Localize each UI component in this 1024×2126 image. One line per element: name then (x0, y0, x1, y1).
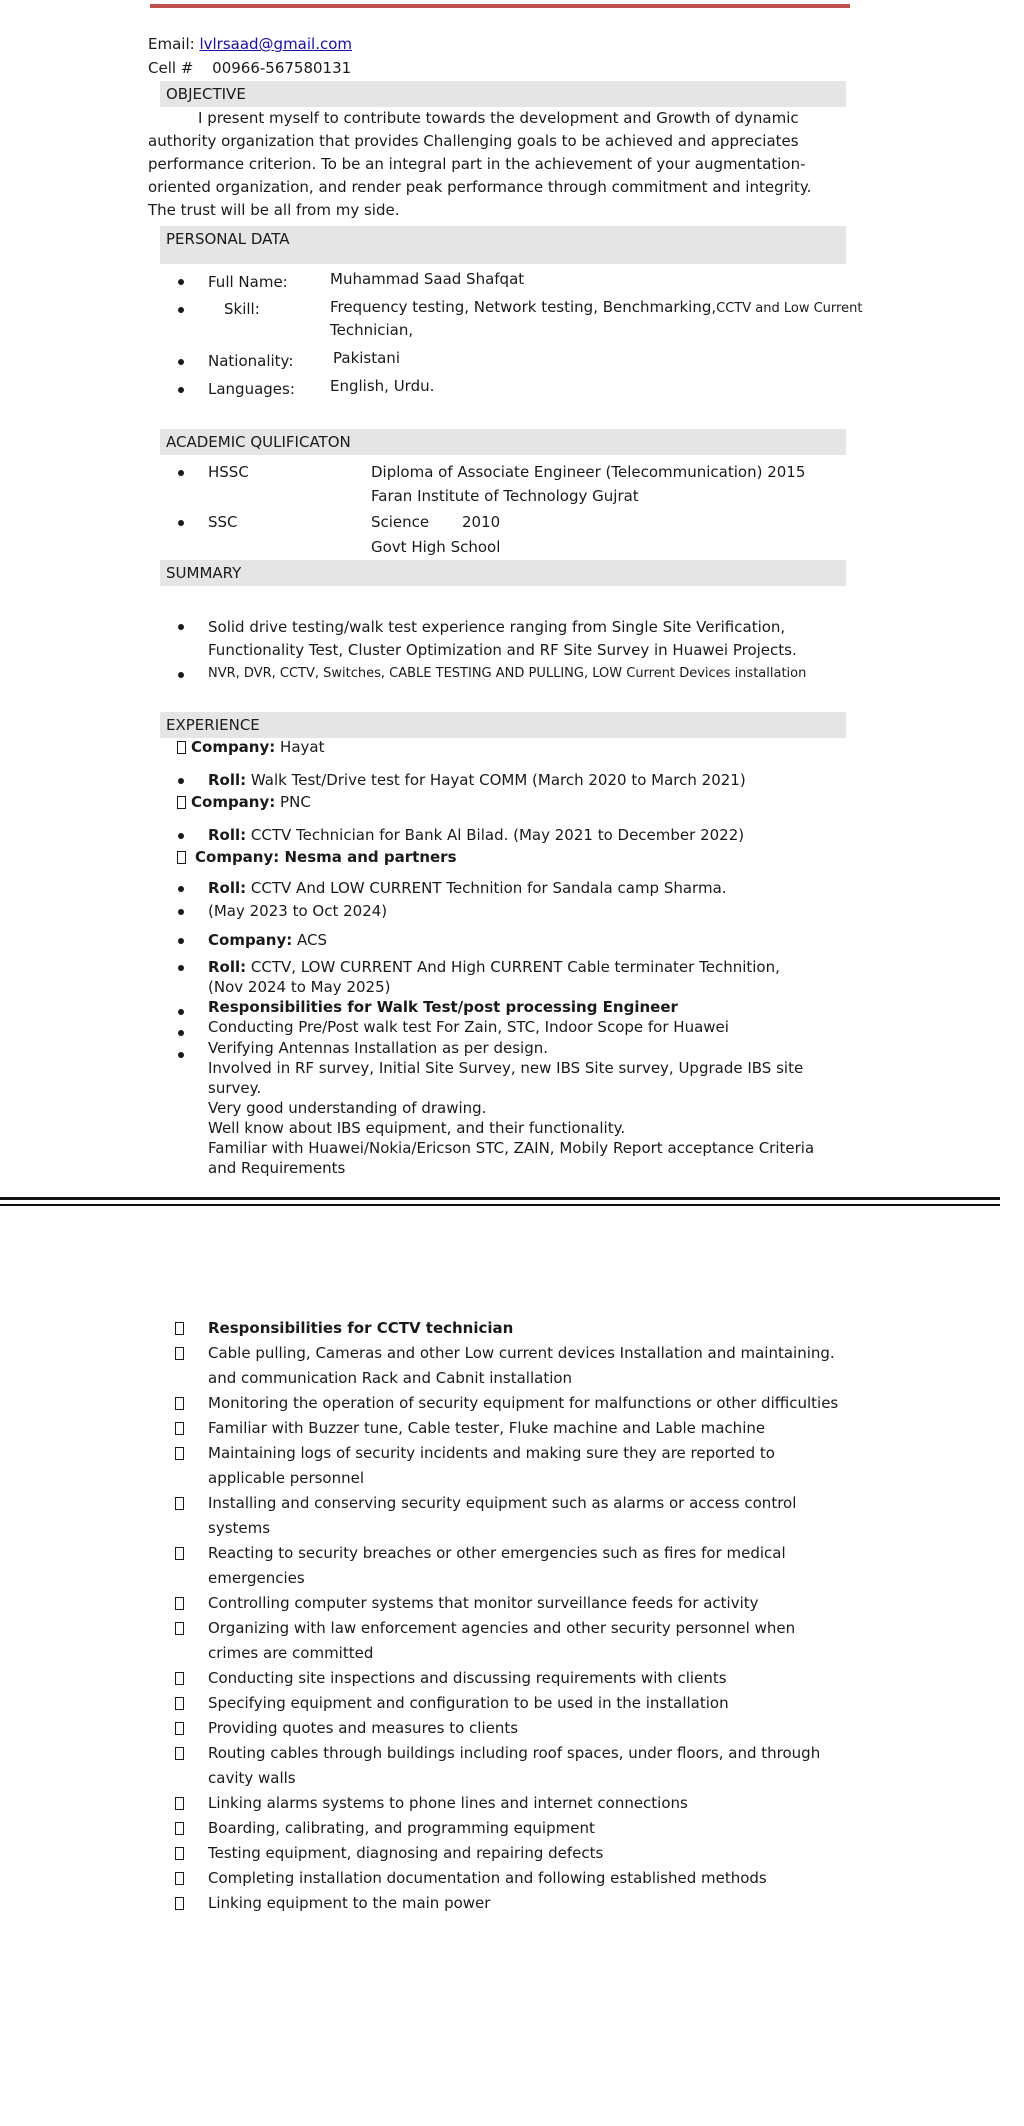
languages-value: English, Urdu. (330, 377, 435, 395)
company-line (191, 737, 324, 757)
bullet-icon (178, 672, 184, 678)
email-label: Email: (148, 35, 195, 53)
company-line (191, 792, 311, 812)
cctv-responsibility-line: Familiar with Buzzer tune, Cable tester, Fluke machine and Lable machine (208, 1419, 766, 1437)
summary-heading: SUMMARY (166, 564, 242, 582)
cctv-responsibility-line: Maintaining logs of security incidents and making sure they are reported to (208, 1444, 775, 1462)
roll-line (208, 825, 744, 845)
skill-label: Skill: (224, 300, 260, 318)
objective-line: oriented organization, and render peak performance through commitment and integrity. (148, 178, 812, 196)
objective-line: I present myself to contribute towards the development and Growth of dynamic (198, 109, 799, 127)
roll-text: CCTV And LOW CURRENT Technition for Sandala camp Sharma. (250, 879, 727, 897)
bullet-icon (178, 1030, 184, 1036)
checkbox-icon (177, 796, 186, 809)
roll-text: CCTV Technician for Bank Al Bilad. (May 2021 to December 2022) (250, 826, 745, 844)
full-name-label: Full Name: (208, 273, 288, 291)
checkbox-icon (175, 1347, 184, 1360)
checkbox-icon (175, 1547, 184, 1560)
company-name: Hayat (280, 738, 325, 756)
walk-test-line: Familiar with Huawei/Nokia/Ericson STC, ZAIN, Mobily Report acceptance Criteria (208, 1139, 815, 1157)
cctv-responsibility-line: Controlling computer systems that monitor surveillance feeds for activity (208, 1594, 759, 1612)
walk-test-line: Conducting Pre/Post walk test For Zain, STC, Indoor Scope for Huawei (208, 1018, 729, 1036)
cctv-responsibility-line: crimes are committed (208, 1644, 374, 1662)
full-name-value: Muhammad Saad Shafqat (330, 270, 525, 288)
cctv-responsibility-line: Completing installation documentation and following established methods (208, 1869, 767, 1887)
bullet-icon (178, 778, 184, 784)
ssc-subject: Science (371, 513, 430, 531)
checkbox-icon (175, 1422, 184, 1435)
bullet-icon (178, 1009, 184, 1015)
hssc-label: HSSC (208, 463, 249, 481)
bullet-icon (178, 833, 184, 839)
page-separator (0, 1197, 1000, 1200)
ssc-school: Govt High School (371, 538, 501, 556)
roll-label: Roll: (208, 958, 247, 976)
cctv-responsibility-line: Specifying equipment and configuration to be used in the installation (208, 1694, 729, 1712)
cell-line (148, 58, 351, 78)
cctv-responsibility-line: Monitoring the operation of security equipment for malfunctions or other difficulties (208, 1394, 839, 1412)
checkbox-icon (175, 1322, 184, 1335)
cell-number: 00966-567580131 (212, 59, 352, 77)
roll-dates: (May 2023 to Oct 2024) (208, 902, 388, 920)
company-label: Company: (191, 793, 276, 811)
checkbox-icon (177, 741, 186, 754)
top-rule (150, 4, 850, 8)
checkbox-icon (175, 1872, 184, 1885)
checkbox-icon (175, 1622, 184, 1635)
checkbox-icon (175, 1672, 184, 1685)
personal-heading: PERSONAL DATA (166, 230, 290, 248)
ssc-label: SSC (208, 513, 238, 531)
bullet-icon (178, 387, 184, 393)
checkbox-icon (175, 1697, 184, 1710)
nationality-value: Pakistani (333, 349, 400, 367)
summary-item: NVR, DVR, CCTV, Switches, CABLE TESTING AND PULLING, LOW Current Devices installation (208, 666, 807, 681)
hssc-diploma: Diploma of Associate Engineer (Telecommunication) 2015 (371, 463, 806, 481)
cctv-heading: Responsibilities for CCTV technician (208, 1319, 514, 1337)
cctv-responsibility-line: cavity walls (208, 1769, 296, 1787)
cctv-responsibility-line: and communication Rack and Cabnit installation (208, 1369, 573, 1387)
roll-text: Walk Test/Drive test for Hayat COMM (March 2020 to March 2021) (250, 771, 746, 789)
experience-heading: EXPERIENCE (166, 716, 260, 734)
bullet-icon (178, 359, 184, 365)
skill-value-cont: Technician, (330, 321, 414, 339)
cctv-responsibility-line: Conducting site inspections and discussing requirements with clients (208, 1669, 727, 1687)
walk-test-line: survey. (208, 1079, 262, 1097)
bullet-icon (178, 965, 184, 971)
nationality-label: Nationality: (208, 352, 294, 370)
email-line (148, 34, 352, 54)
company-name: PNC (280, 793, 311, 811)
bullet-icon (178, 624, 184, 630)
walk-test-line: and Requirements (208, 1159, 346, 1177)
cctv-responsibility-line: Cable pulling, Cameras and other Low current devices Installation and maintaining. (208, 1344, 835, 1362)
cctv-responsibility-line: applicable personnel (208, 1469, 365, 1487)
roll-line (208, 770, 746, 790)
roll-label: Roll: (208, 826, 247, 844)
summary-item-cont: Functionality Test, Cluster Optimization and RF Site Survey in Huawei Projects. (208, 641, 797, 659)
company-label: Company: (208, 931, 293, 949)
cctv-responsibility-line: Providing quotes and measures to clients (208, 1719, 519, 1737)
cell-label: Cell # (148, 59, 194, 77)
experience-band (160, 712, 846, 738)
checkbox-icon (175, 1747, 184, 1760)
company-line (208, 930, 327, 950)
email-link[interactable]: lvlrsaad@gmail.com (199, 35, 353, 53)
walk-test-line: Very good understanding of drawing. (208, 1099, 487, 1117)
bullet-icon (178, 279, 184, 285)
objective-heading: OBJECTIVE (166, 85, 246, 103)
checkbox-icon (175, 1847, 184, 1860)
walk-test-line: Involved in RF survey, Initial Site Survey, new IBS Site survey, Upgrade IBS site (208, 1059, 804, 1077)
page-separator (0, 1204, 1000, 1206)
roll-label: Roll: (208, 771, 247, 789)
roll-text: CCTV, LOW CURRENT And High CURRENT Cable terminater Technition, (250, 958, 780, 976)
languages-label: Languages: (208, 380, 295, 398)
summary-item: Solid drive testing/walk test experience ranging from Single Site Verification, (208, 618, 786, 636)
ssc-year: 2010 (462, 513, 501, 531)
bullet-icon (178, 938, 184, 944)
cctv-responsibility-line: Organizing with law enforcement agencies and other security personnel when (208, 1619, 796, 1637)
cctv-responsibility-line: Boarding, calibrating, and programming equipment (208, 1819, 595, 1837)
roll-label: Roll: (208, 879, 247, 897)
company-name: ACS (297, 931, 328, 949)
objective-line: authority organization that provides Challenging goals to be achieved and appreciates (148, 132, 799, 150)
checkbox-icon (175, 1797, 184, 1810)
skill-value (330, 297, 862, 319)
cctv-responsibility-line: Linking alarms systems to phone lines and internet connections (208, 1794, 688, 1812)
cctv-responsibility-line: Routing cables through buildings including roof spaces, under floors, and through (208, 1744, 821, 1762)
roll-line (208, 957, 780, 977)
bullet-icon (178, 886, 184, 892)
checkbox-icon (175, 1597, 184, 1610)
checkbox-icon (175, 1722, 184, 1735)
company-line (195, 847, 457, 867)
skill-text-small: CCTV and Low Current (716, 301, 863, 316)
bullet-icon (178, 909, 184, 915)
cctv-responsibility-line: Installing and conserving security equipment such as alarms or access control (208, 1494, 797, 1512)
summary-band (160, 560, 846, 586)
cctv-responsibility-line: Reacting to security breaches or other emergencies such as fires for medical (208, 1544, 786, 1562)
company-label: Company: (195, 848, 280, 866)
checkbox-icon (175, 1397, 184, 1410)
checkbox-icon (175, 1897, 184, 1910)
hssc-institute: Faran Institute of Technology Gujrat (371, 487, 639, 505)
objective-line: The trust will be all from my side. (148, 201, 400, 219)
checkbox-icon (175, 1822, 184, 1835)
bullet-icon (178, 520, 184, 526)
objective-band (160, 81, 846, 107)
walk-test-line: Well know about IBS equipment, and their functionality. (208, 1119, 626, 1137)
skill-text: Frequency testing, Network testing, Benchmarking, (330, 298, 717, 316)
bullet-icon (178, 307, 184, 313)
cctv-responsibility-line: emergencies (208, 1569, 305, 1587)
walk-test-line: Verifying Antennas Installation as per design. (208, 1039, 549, 1057)
checkbox-icon (177, 851, 186, 864)
checkbox-icon (175, 1497, 184, 1510)
bullet-icon (178, 1052, 184, 1058)
company-label: Company: (191, 738, 276, 756)
company-name: Nesma and partners (284, 848, 457, 866)
roll-dates: (Nov 2024 to May 2025) (208, 978, 391, 996)
bullet-icon (178, 470, 184, 476)
academic-heading: ACADEMIC QULIFICATON (166, 433, 351, 451)
cctv-responsibility-line: Linking equipment to the main power (208, 1894, 491, 1912)
checkbox-icon (175, 1447, 184, 1460)
roll-line (208, 878, 727, 898)
cctv-responsibility-line: Testing equipment, diagnosing and repairing defects (208, 1844, 604, 1862)
walk-test-heading: Responsibilities for Walk Test/post processing Engineer (208, 998, 678, 1016)
objective-line: performance criterion. To be an integral part in the achievement of your augmentation- (148, 155, 806, 173)
cctv-responsibility-line: systems (208, 1519, 271, 1537)
